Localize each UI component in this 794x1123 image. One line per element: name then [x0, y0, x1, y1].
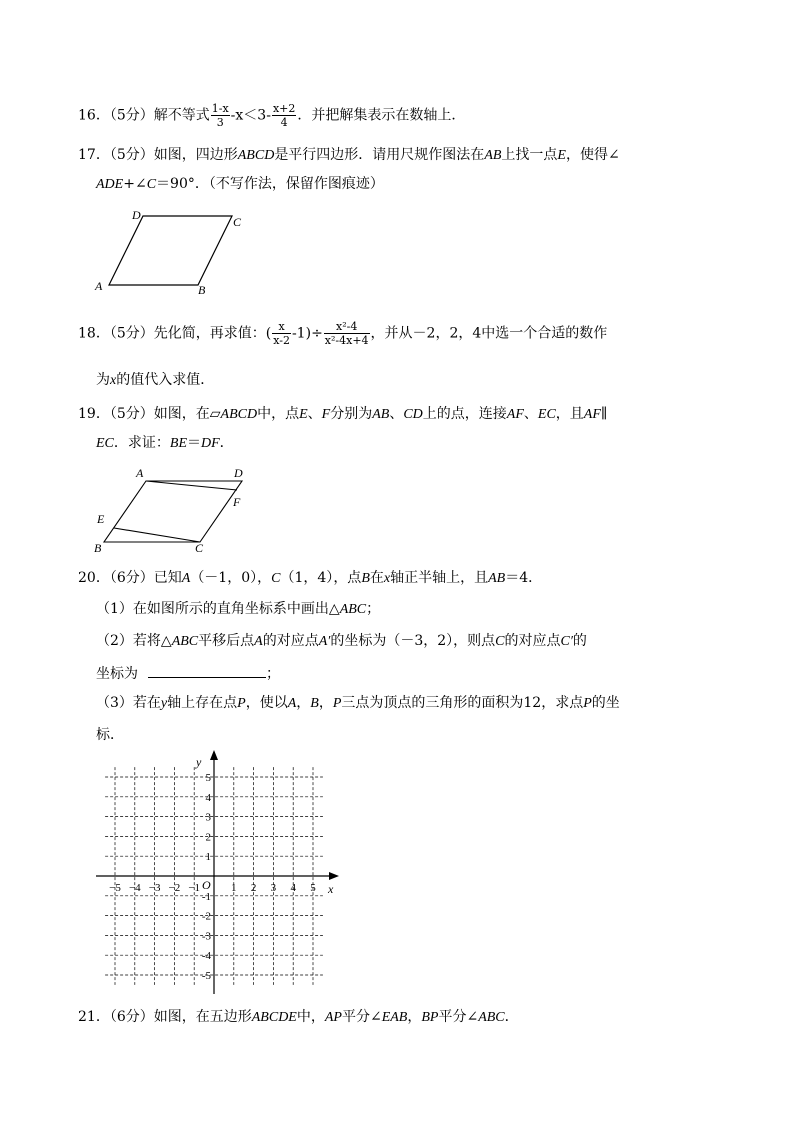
x-tick-label: −1	[188, 882, 201, 894]
q20-part-3-line-1	[96, 694, 620, 713]
q21-number: 21．	[78, 1009, 110, 1025]
q19-label-c: C	[195, 541, 204, 555]
q20-text-e: ＝4．	[505, 570, 543, 586]
q21-score: （6分）	[109, 1009, 154, 1025]
q17-line-2	[96, 175, 384, 194]
q19-text-e: ，且	[555, 406, 584, 422]
q20-p3-text-e: 的坐	[591, 695, 620, 711]
q21-abcde: ABCDE	[251, 1010, 297, 1025]
q16-frac2-den: 4	[280, 116, 288, 129]
q21-text-d: ，	[407, 1009, 422, 1025]
y-tick-label: -3	[201, 930, 211, 943]
q19-score: （5分）	[109, 406, 154, 422]
x-tick-label: 3	[270, 882, 277, 894]
q20-p3-b: B	[310, 696, 319, 711]
q20-a-coord: （－1，0）	[190, 570, 258, 586]
q19-af: AF	[506, 407, 524, 422]
x-axis-label: x	[328, 882, 334, 896]
q20-b: B	[361, 571, 370, 586]
q18-f1-den: x-2	[273, 334, 290, 347]
q17-ab: AB	[484, 148, 502, 163]
q16-prefix: 解不等式	[153, 107, 210, 124]
x-tick-label: −3	[148, 882, 161, 894]
q20-comma: ，	[257, 570, 272, 586]
q19-label-d: D	[234, 466, 243, 480]
x-tick-label: 4	[290, 882, 296, 894]
q20-p2-text-a: （2）若将△	[96, 633, 172, 649]
q19-cd: CD	[403, 407, 423, 422]
q18-f1-num: x	[272, 320, 291, 334]
q17-c: C	[146, 177, 157, 192]
q20-p2-text-d: 的坐标为（－3，2），则点	[330, 633, 496, 649]
q20-p3-y: y	[160, 696, 168, 711]
q18-x: x	[110, 373, 117, 388]
q21-text-e: 平分∠	[438, 1009, 479, 1025]
q19-df: DF	[201, 436, 220, 451]
q20-p2-abc: ABC	[171, 634, 199, 649]
q17-text-d: ，使得∠	[565, 147, 620, 163]
q17-label-d: D	[132, 208, 141, 222]
q20-part-3-line-2	[96, 726, 124, 744]
q19-label-b: B	[94, 541, 102, 555]
grid-tick-labels	[109, 772, 316, 982]
q20-line-1	[78, 569, 542, 588]
q20-text-a: 已知	[153, 570, 182, 586]
q20-p2-text-e: 的对应点	[504, 633, 561, 649]
q19-sep-2: 、	[389, 406, 404, 422]
q19-equals: ＝	[187, 435, 201, 451]
q17-label-a: A	[95, 279, 103, 293]
coordinate-grid	[92, 748, 352, 998]
x-tick-label: −5	[109, 882, 121, 894]
q18-text-a: 为	[96, 372, 110, 388]
q20-p3-sep-1: ，	[296, 695, 311, 711]
q19-line-2	[96, 434, 234, 453]
q20-p2-text-b: 平移后点	[198, 633, 255, 649]
x-tick-label: 1	[231, 882, 237, 894]
q21-line	[78, 1008, 519, 1027]
q18-paren-open: (	[265, 325, 272, 342]
q20-p3-sep-2: ，	[318, 695, 333, 711]
q19-text-d: 上的点，连接	[422, 406, 507, 422]
q19-be: BE	[169, 436, 187, 451]
q21-text-a: 如图，在五边形	[153, 1009, 252, 1025]
q19-parallelogram	[104, 481, 242, 542]
q20-text-d: 轴正半轴上，且	[390, 570, 489, 586]
q20-p3-text-d: 三点为顶点的三角形的面积为12，求点	[341, 695, 584, 711]
q17-abcd: ABCD	[237, 148, 275, 163]
q20-p1-abc: ABC	[339, 602, 367, 617]
q20-p2-a: A	[254, 634, 263, 649]
q20-part-2-line-1	[96, 632, 587, 651]
q20-p3-text-b: 轴上存在点	[167, 695, 238, 711]
y-tick-label: -2	[201, 910, 211, 923]
q20-p3-a: A	[287, 696, 297, 711]
y-tick-label: 2	[205, 831, 211, 844]
q19-abcd: ABCD	[220, 407, 258, 422]
q17-text-b: 是平行四边形．请用尺规作图法在	[274, 147, 485, 163]
q18-f2-den: x²-4x+4	[324, 334, 369, 347]
q19-number: 19．	[78, 406, 110, 422]
y-tick-label: 3	[205, 811, 211, 824]
q18-f2-num: x²-4	[324, 320, 370, 334]
q20-a: A	[181, 571, 191, 586]
q16-number: 16．	[78, 107, 110, 124]
q16-frac1-den: 3	[216, 116, 224, 129]
q17-label-c: C	[233, 215, 242, 229]
q21-abc: ABC	[478, 1010, 505, 1025]
q16-frac1-num: 1-x	[211, 102, 229, 115]
q20-p2-text-c: 的对应点	[262, 633, 319, 649]
q20-p2-text-f: 的	[572, 633, 587, 649]
x-tick-label: −4	[128, 882, 141, 894]
x-axis-arrow	[329, 872, 339, 880]
q20-p3-p: P	[237, 696, 246, 711]
q20-p1-text: （1）在如图所示的直角坐标系中画出△	[96, 601, 340, 617]
q20-p2-c: C	[495, 634, 505, 649]
q20-score: （6分）	[109, 570, 154, 586]
x-tick-label: 2	[250, 882, 257, 894]
q21-text-b: 中，	[296, 1009, 325, 1025]
q20-p2-end: ；	[266, 666, 280, 682]
q19-line-1	[78, 405, 607, 424]
q19-end: ．	[219, 435, 234, 451]
q18-line-2	[96, 371, 214, 390]
q17-line-1	[78, 146, 620, 165]
q19-label-f: F	[233, 495, 241, 509]
q18-score: （5分）	[109, 325, 154, 342]
q17-text-c: 上找一点	[501, 147, 558, 163]
q18-fraction-1	[272, 320, 291, 347]
q19-sep-3: 、	[523, 406, 538, 422]
q21-ap: AP	[324, 1010, 342, 1025]
q21-text-c: 平分∠	[341, 1009, 382, 1025]
y-axis-arrow	[210, 750, 218, 760]
y-tick-label: 1	[205, 851, 211, 864]
q20-p3-text-f: 标．	[96, 727, 124, 743]
q17-parallelogram-figure	[90, 205, 250, 300]
q16-mid: -x＜3-	[230, 107, 271, 124]
q21-bp: BP	[421, 1010, 439, 1025]
q20-p2-a-prime: A′	[318, 634, 331, 649]
q17-text-f: ＝90°．（不写作法，保留作图痕迹）	[156, 176, 384, 192]
q16-frac2-num: x+2	[272, 102, 296, 115]
q19-af-2: AF	[583, 407, 601, 422]
y-tick-label: 4	[205, 791, 211, 804]
q18-text-b: 的值代入求值．	[116, 372, 215, 388]
q19-ec-2: EC	[96, 436, 114, 451]
q19-segment-af	[146, 481, 237, 490]
q19-ec: EC	[537, 407, 556, 422]
q19-text-c: 分别为	[330, 406, 373, 422]
y-tick-label: 5	[205, 772, 211, 784]
q20-ab: AB	[488, 571, 506, 586]
q20-part-1	[96, 600, 380, 619]
q17-parallelogram	[109, 216, 232, 285]
q17-ade: ADE	[96, 177, 124, 192]
y-tick-label: -1	[201, 890, 211, 903]
q18-line-1	[78, 320, 607, 347]
q17-text-a: 如图，四边形	[153, 147, 238, 163]
q20-p2-text-g: 坐标为	[96, 666, 138, 682]
q19-sep-1: 、	[307, 406, 322, 422]
q16-line	[78, 102, 465, 129]
q19-parallelogram-figure	[90, 462, 260, 557]
q18-divide: ÷	[311, 325, 323, 342]
q19-parallel: ∥	[600, 406, 608, 422]
q19-label-e: E	[97, 512, 105, 526]
q19-f: F	[321, 407, 331, 422]
y-tick-label: -4	[201, 950, 211, 963]
q19-label-a: A	[136, 466, 144, 480]
q20-number: 20．	[78, 570, 110, 586]
q19-text-a: 如图，在▱	[153, 406, 221, 422]
q20-text-c: 在	[369, 570, 384, 586]
q16-score: （5分）	[109, 107, 154, 124]
q20-c-coord: （1，4）	[280, 570, 334, 586]
q20-text-b: ，点	[333, 570, 362, 586]
y-axis-label: y	[196, 755, 202, 769]
q16-suffix: ．并把解集表示在数轴上．	[297, 107, 466, 124]
q17-number: 17．	[78, 147, 110, 163]
origin-label: O	[202, 878, 211, 892]
x-tick-label: −2	[168, 882, 181, 894]
q17-e: E	[557, 148, 566, 163]
q20-part-2-line-2	[96, 663, 280, 683]
x-tick-label: 5	[310, 882, 316, 894]
q20-answer-blank[interactable]	[148, 663, 266, 678]
q18-minus-one: -1)	[291, 325, 312, 342]
q17-label-b: B	[198, 283, 206, 297]
y-tick-label: -5	[201, 970, 211, 982]
q16-fraction-2	[272, 102, 296, 129]
q20-c: C	[271, 571, 281, 586]
q17-score: （5分）	[109, 147, 154, 163]
q20-p3-text-c: ，使以	[245, 695, 288, 711]
q19-segment-ec	[114, 528, 200, 542]
q18-prefix: 先化简，再求值：	[153, 325, 266, 342]
q19-ab: AB	[372, 407, 390, 422]
q19-e: E	[299, 407, 308, 422]
q18-suffix: ，并从－2，2，4中选一个合适的数作	[370, 325, 608, 342]
q16-fraction-1	[211, 102, 230, 129]
q19-text-b: 中，点	[257, 406, 300, 422]
q19-text-f: ．求证：	[113, 435, 170, 451]
q20-p2-c-prime: C′	[560, 634, 573, 649]
q18-number: 18．	[78, 325, 110, 342]
q21-eab: EAB	[381, 1010, 408, 1025]
q18-fraction-2	[324, 320, 370, 347]
q20-x: x	[383, 571, 391, 586]
q20-p3-p-3: P	[583, 696, 592, 711]
q20-p3-text-a: （3）若在	[96, 695, 161, 711]
q21-text-f: ．	[504, 1009, 519, 1025]
q20-p1-end: ；	[366, 601, 381, 617]
q20-p3-p-2: P	[332, 696, 342, 711]
q17-text-e: +∠	[123, 176, 147, 192]
